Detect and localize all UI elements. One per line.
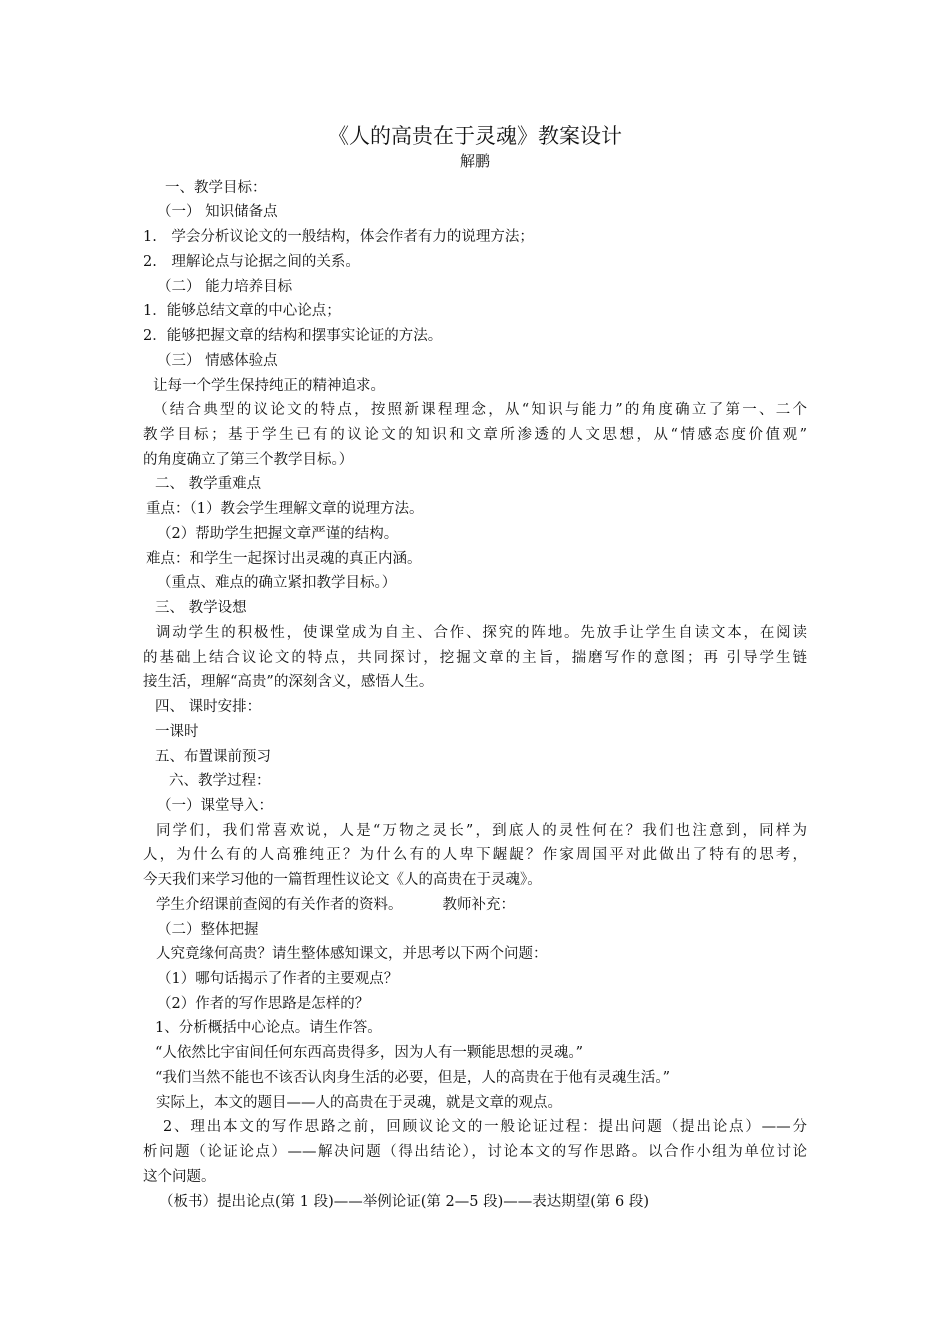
paragraph-line: 一课时 [155, 724, 199, 740]
paragraph-line: 教学目标；基于学生已有的议论文的知识和文章所渗透的人文思想，从“情感态度价值观” [143, 427, 807, 443]
paragraph-line: 这个问题。 [143, 1169, 216, 1185]
paragraph-line: （重点、难点的确立紧扣教学目标。） [157, 575, 397, 591]
paragraph-text: 教师补充： [442, 897, 515, 913]
quote-line: “人依然比宇宙间任何东西高贵得多，因为人有一颗能思想的灵魂。” [155, 1045, 584, 1061]
section-heading: 六、教学过程： [169, 773, 271, 789]
paragraph-line: 难点：和学生一起探讨出灵魂的真正内涵。 [146, 551, 422, 567]
paragraph-line: 调动学生的积极性，使课堂成为自主、合作、探究的阵地。先放手让学生自读文本，在阅读 [156, 625, 807, 641]
question-item: （1）哪句话揭示了作者的主要观点？ [157, 971, 399, 987]
document-title: 《人的高贵在于灵魂》教案设计 [328, 124, 622, 148]
paragraph-line: 重点：（1）教会学生理解文章的说理方法。 [146, 501, 424, 517]
paragraph-line: 人，为什么有的人高雅纯正？为什么有的人卑下龌龊？作家周国平对此做出了特有的思考， [143, 847, 807, 863]
quote-line: “我们当然不能也不该否认肉身生活的必要，但是，人的高贵在于他有灵魂生活。” [155, 1070, 671, 1086]
subsection-heading: （二） 能力培养目标 [157, 279, 293, 295]
paragraph-line: 让每一个学生保持纯正的精神追求。 [153, 378, 385, 394]
subsection-heading: （二）整体把握 [157, 922, 259, 938]
paragraph-line: 今天我们来学习他的一篇哲理性议论文《人的高贵在于灵魂》。 [143, 872, 542, 888]
paragraph-line: 1、分析概括中心论点。请生作答。 [155, 1020, 382, 1036]
paragraph-line: 的角度确立了第三个教学目标。） [143, 452, 354, 468]
paragraph-line: 实际上，本文的题目——人的高贵在于灵魂，就是文章的观点。 [156, 1095, 562, 1111]
subsection-heading: （三） 情感体验点 [157, 353, 278, 369]
list-item: 1．能够总结文章的中心论点； [143, 303, 341, 319]
paragraph-line: 同学们，我们常喜欢说，人是“万物之灵长”，到底人的灵性何在？我们也注意到，同样为 [156, 823, 807, 839]
list-item: 1. 学会分析议论文的一般结构，体会作者有力的说理方法； [143, 229, 534, 245]
section-heading: 三、 教学设想 [155, 600, 247, 616]
question-item: （2）作者的写作思路是怎样的？ [157, 996, 370, 1012]
paragraph-line: 2、理出本文的写作思路之前，回顾议论文的一般论证过程：提出问题（提出论点）——分 [163, 1119, 807, 1135]
paragraph-line: 接生活，理解“高贵”的深刻含义，感悟人生。 [143, 674, 434, 690]
section-heading: 五、布置课前预习 [155, 749, 271, 765]
list-item: 2．能够把握文章的结构和摆事实论证的方法。 [143, 328, 443, 344]
paragraph-line [143, 893, 820, 917]
paragraph-line: （2）帮助学生把握文章严谨的结构。 [157, 526, 399, 542]
board-note: （板书）提出论点(第 1 段)——举例论证(第 2—5 段)——表达期望(第 6 段) [159, 1194, 649, 1210]
section-heading: 二、 教学重难点 [155, 476, 262, 492]
paragraph-line: 的基础上结合议论文的特点，共同探讨，挖掘文章的主旨，揣磨写作的意图；再 引导学生链 [143, 650, 807, 666]
document-author: 解鹏 [459, 152, 490, 170]
subsection-heading: （一） 知识储备点 [157, 204, 278, 220]
section-heading: 一、教学目标： [165, 180, 267, 196]
paragraph-line: 人究竟缘何高贵？请生整体感知课文，并思考以下两个问题： [156, 946, 548, 962]
paragraph-text: 学生介绍课前查阅的有关作者的资料。 [156, 897, 403, 913]
subsection-heading: （一）课堂导入： [157, 798, 273, 814]
paragraph-line: 析问题（论证论点）——解决问题（得出结论），讨论本文的写作思路。以合作小组为单位讨论 [143, 1144, 807, 1160]
section-heading: 四、 课时安排： [155, 699, 262, 715]
paragraph-line: （结合典型的议论文的特点，按照新课程理念，从“知识与能力”的角度确立了第一、二个 [153, 402, 807, 418]
list-item: 2. 理解论点与论据之间的关系。 [143, 254, 360, 270]
